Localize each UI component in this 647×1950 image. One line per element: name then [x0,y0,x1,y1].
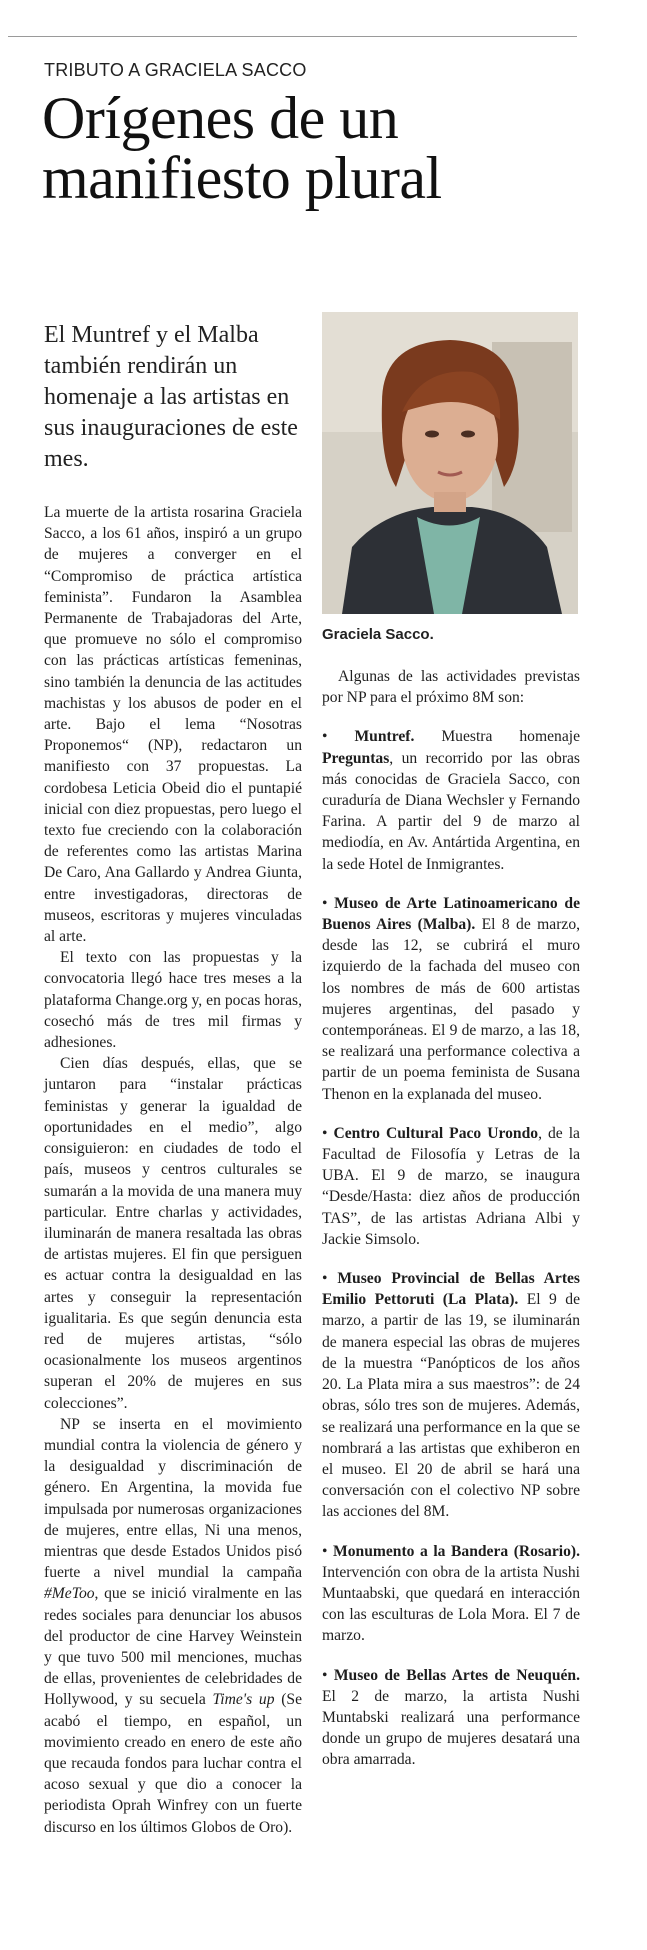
body-paragraph: Algunas de las actividades previstas por NP para el próximo 8M son: [322,668,580,707]
lead-paragraph: El Muntref y el Malba también rendirán un homenaje a las artistas en sus inauguraciones de este mes. [44,322,298,472]
bullet: • [322,1666,328,1684]
event-item [322,1665,580,1771]
bullet: • [322,1270,328,1288]
photo-caption: Graciela Sacco. [322,626,434,643]
event-text: El 2 de marzo, la artista Nushi Muntabski realizará una performance donde un grupo de mujeres desatará una obra amarrada. [322,1687,580,1769]
top-rule [8,36,577,37]
body-text: (Se acabó el tiempo, en español, un movimiento creado en enero de este año que recauda fondos para luchar contra el acoso sexual y que dio a conocer la periodista Oprah Winfrey con un fuerte discurso en los últimos Globos de Oro). [44,1691,302,1836]
event-item [322,1268,580,1522]
event-work-title: Preguntas [322,749,390,767]
event-text: Muestra homenaje [414,728,580,746]
event-item [322,726,580,874]
body-text: NP se inserta en el movimiento mundial contra la violencia de género y la desigualdad y discriminación de género. En Argentina, la movida fue impulsada por numerosas organizaciones de mujeres, entre ellas, Ni una menos, mientras que desde Estados Unidos pisó fuerte a nivel mundial la campaña [44,1415,302,1582]
body-text: , que se inició viralmente en las redes sociales para denunciar los abusos del productor de cine Harvey Weinstein y que tuvo 500 mil menciones, muchas de ellas, provenientes de celebridades de Hollywood, y su secuela [44,1585,302,1709]
event-item [322,1541,580,1647]
bullet: • [322,1542,328,1560]
body-column-left [44,502,302,1838]
body-column-right [322,666,580,1771]
event-text: El 8 de marzo, desde las 12, se cubrirá el muro izquierdo de la fachada del museo con los nombres de más de 600 artistas mujeres argentinas, del pasado y contemporáneas. El 9 de marzo, a las 18, se realizará una performance colectiva a partir de un poema feminista de Susana Thenon en la explanada del museo. [322,916,581,1103]
event-name: Museo de Bellas Artes de Neuquén. [333,1666,580,1684]
body-paragraph: Cien días después, ellas, que se juntaron para “instalar prácticas feministas y generar la igualdad de oportunidades en el medio”, algo consiguieron: en ciudades de todo el país, museos y centros culturales se sumarán a la movida de una manera muy particular. Entre charlas y actividades, iluminarán de manera resaltada las obras de artistas mujeres. El fin que persiguen es actuar contra la desigualdad en las artes y conseguir la representación igualitaria. Es que según denuncia esta red de mujeres artistas, “sólo ocasionalmente los museos argentinos superan el 20% de mujeres en sus colecciones”. [44,1055,302,1412]
body-paragraph: El texto con las propuestas y la convocatoria llegó hace tres meses a la plataforma Change.org y, en pocas horas, cosechó más de tres mil firmas y adhesiones. [44,949,302,1052]
event-name: Monumento a la Bandera (Rosario). [333,1542,580,1560]
timesup-title: Time's up [212,1691,275,1709]
event-text: Intervención con obra de la artista Nushi Muntaabski, que quedará en interacción con las esculturas de Lola Mora. El 7 de marzo. [322,1563,580,1645]
event-item [322,893,580,1105]
portrait-photo [322,312,578,614]
event-name: Centro Cultural Paco Urondo [333,1124,539,1142]
body-paragraph: La muerte de la artista rosarina Graciela Sacco, a los 61 años, inspiró a un grupo de mujeres a converger en el “Compromiso de práctica artística feminista”. Fundaron la Asamblea Permanente de Trabajadoras del Arte, que promueve no sólo el compromiso con las prácticas artísticas femeninas, sino también la denuncia de las actitudes machistas y los abusos de poder en el arte. Bajo el lema “Nosotras Proponemos“ (NP), redactaron un manifiesto con 37 propuestas. La cordobesa Leticia Obeid dio el puntapié inicial con diez propuestas, pero luego el texto fue creciendo con la colaboración de referentes como las artistas Marina De Caro, Ana Gallardo y Andrea Giunta, entre investigadoras, directoras de museos, escritoras y mujeres vinculadas al arte. [44,504,302,946]
headline: Orígenes de un manifiesto plural [42,85,442,211]
event-text: El 9 de marzo, a partir de las 19, se iluminarán de manera especial las obras de mujeres de la muestra “Panópticos de los años 20. La Plata mira a sus maestros”: de 24 obras, sólo tres son de mujeres. Además, se realizará una performance en la que se nombrará a las artistas que exhiberon en el museo. El 20 de abril se hará una conversación con el colectivo NP sobre las acciones del 8M. [322,1291,580,1521]
bullet: • [322,1124,328,1142]
bullet: • [322,728,328,746]
event-name: Muntref. [354,728,415,746]
event-item [322,1123,580,1250]
section-kicker: TRIBUTO A GRACIELA SACCO [44,60,307,80]
portrait-illustration [322,312,578,614]
event-name: Museo de Arte Latinoamericano de Buenos Aires (Malba). [322,894,580,934]
event-text: , un recorrido por las obras más conocidas de Graciela Sacco, con curaduría de Diana Wechsler y Fernando Farina. A partir del 9 de marzo al mediodía, en Av. Antártida Argentina, en la sede Hotel de Inmigrantes. [322,749,580,873]
event-name: Museo Provincial de Bellas Artes Emilio Pettoruti (La Plata). [322,1270,580,1309]
event-text: , de la Facultad de Filosofía y Letras de la UBA. El 9 de marzo, se inaugura “Desde/Hasta: diez años de producción TAS”, de las artistas Adriana Albi y Jackie Simsolo. [322,1124,580,1248]
metoo-hashtag: #MeToo [44,1585,95,1603]
bullet: • [322,894,328,912]
body-paragraph [44,1414,302,1838]
